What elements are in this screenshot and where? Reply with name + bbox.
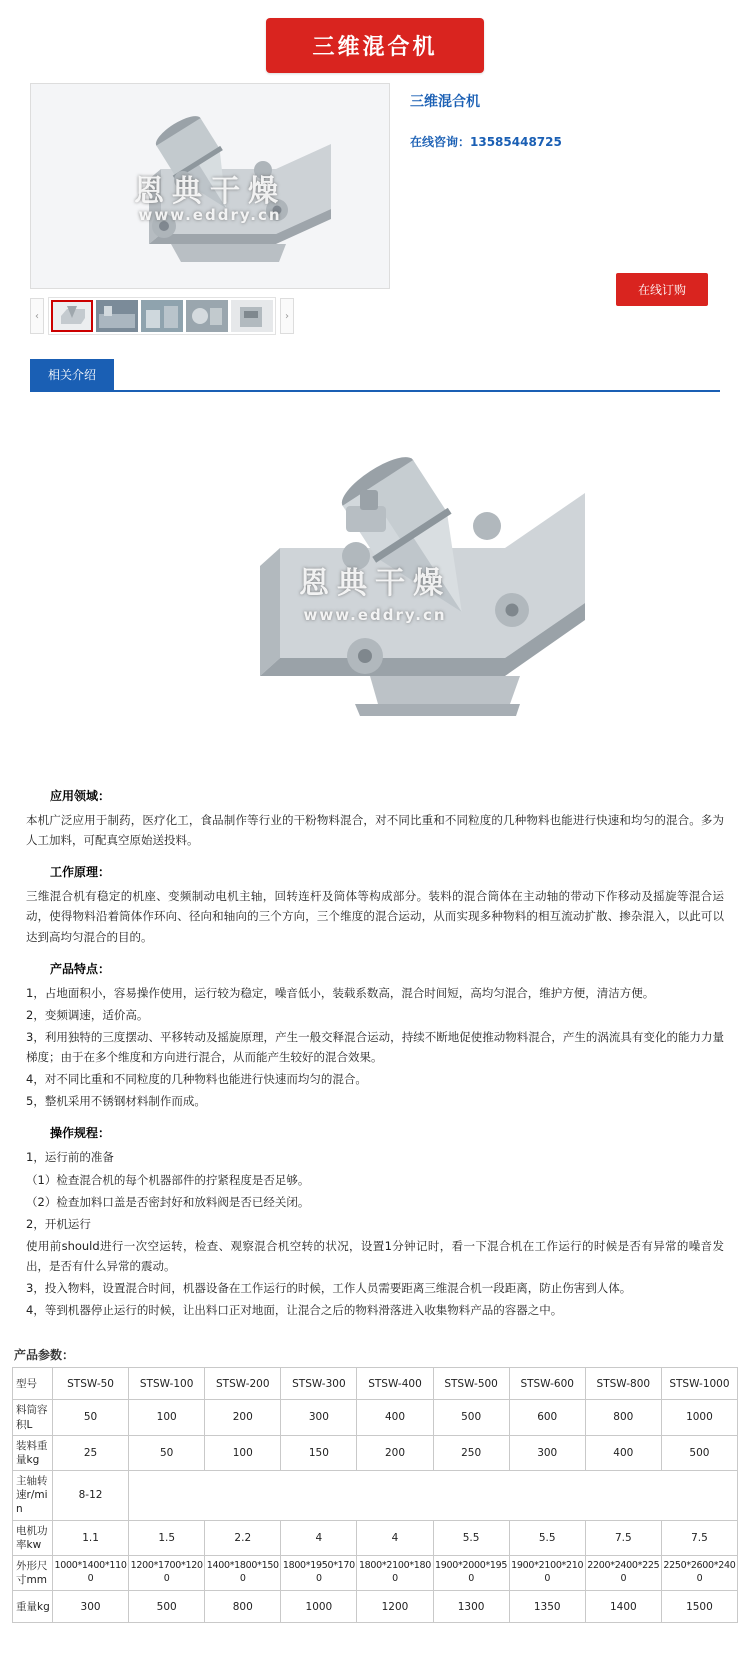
row-header-weight: 重量kg [13, 1591, 53, 1623]
row-header-load-weight: 装料重量kg [13, 1435, 53, 1470]
model-header-6: STSW-600 [509, 1368, 585, 1400]
thumbnail-next-arrow[interactable]: › [280, 298, 294, 334]
model-header-2: STSW-200 [205, 1368, 281, 1400]
section-paragraph-features-2: 3，利用独特的三度摆动、平移转动及摇旋原理，产生一般交释混合运动，持续不断地促使推动物料混合，产生的涡流具有变化的能力力量梯度；由于在多个维度和方向进行混合，从而能产生较好的混合效果。 [26, 1029, 724, 1064]
mixer-machine-large-illustration [160, 408, 590, 758]
section-heading-operation: 操作规程： [50, 1126, 111, 1141]
cell-volume-8: 1000 [661, 1400, 737, 1435]
table-row-models [13, 1368, 738, 1400]
row-header-spindle-speed: 主轴转速r/min [13, 1471, 53, 1521]
cell-dim-4: 1800*2100*1800 [357, 1555, 433, 1590]
thumb-machine-icon [51, 300, 93, 332]
table-row [13, 1520, 738, 1555]
cell-weight-5: 1300 [433, 1591, 509, 1623]
cell-load-4: 200 [357, 1435, 433, 1470]
thumbnail-prev-arrow[interactable]: ‹ [30, 298, 44, 334]
cell-power-0: 1.1 [53, 1520, 129, 1555]
watermark-brand: 恩典干燥 [134, 174, 286, 209]
model-header-4: STSW-400 [357, 1368, 433, 1400]
cell-power-5: 5.5 [433, 1520, 509, 1555]
cell-load-6: 300 [509, 1435, 585, 1470]
cell-power-1: 1.5 [129, 1520, 205, 1555]
table-row [13, 1555, 738, 1590]
main-product-image[interactable] [30, 83, 390, 289]
thumbnail-strip [30, 297, 390, 335]
cell-weight-6: 1350 [509, 1591, 585, 1623]
cell-volume-5: 500 [433, 1400, 509, 1435]
cell-volume-3: 300 [281, 1400, 357, 1435]
thumbnail-2[interactable] [96, 300, 138, 332]
row-header-motor-power: 电机功率kw [13, 1520, 53, 1555]
thumb-workshop-icon [141, 300, 183, 332]
cell-load-0: 25 [53, 1435, 129, 1470]
cell-power-6: 5.5 [509, 1520, 585, 1555]
section-paragraph-operation-6: 4，等到机器停止运行的时候，让出料口正对地面，让混合之后的物料滑落进入收集物料产品的容器之中。 [26, 1303, 563, 1318]
cell-dim-6: 1900*2100*2100 [509, 1555, 585, 1590]
tab-related-intro[interactable]: 相关介绍 [30, 359, 114, 390]
section-paragraph-features-4: 5，整机采用不锈钢材料制作而成。 [26, 1094, 206, 1109]
section-paragraph-features-0: 1，占地面积小，容易操作使用，运行较为稳定，噪音低小，装载系数高，混合时间短，高均匀混合，维护方便，清洁方便。 [26, 985, 655, 1000]
cell-load-1: 50 [129, 1435, 205, 1470]
table-row [13, 1400, 738, 1435]
cell-speed-0: 8-12 [53, 1471, 129, 1521]
section-paragraph-operation-3: 2，开机运行 [26, 1216, 91, 1231]
cell-load-8: 500 [661, 1435, 737, 1470]
row-header-volume: 料筒容积L [13, 1400, 53, 1435]
cell-speed-span [129, 1471, 738, 1521]
table-row [13, 1591, 738, 1623]
thumbnail-5[interactable] [231, 300, 273, 332]
cell-volume-4: 400 [357, 1400, 433, 1435]
section-paragraph-application-0: 本机广泛应用于制药，医疗化工，食品制作等行业的干粉物料混合，对不同比重和不同粒度的几种物料也能进行快速和均匀的混合。多为人工加料，可配真空原始送投料。 [26, 813, 724, 848]
cell-volume-0: 50 [53, 1400, 129, 1435]
cell-dim-3: 1800*1950*1700 [281, 1555, 357, 1590]
model-header-5: STSW-500 [433, 1368, 509, 1400]
section-paragraph-operation-2: （2）检查加料口盖是否密封好和放料阀是否已经关闭。 [26, 1194, 310, 1209]
cell-power-7: 7.5 [585, 1520, 661, 1555]
model-header-3: STSW-300 [281, 1368, 357, 1400]
cell-weight-4: 1200 [357, 1591, 433, 1623]
model-header-1: STSW-100 [129, 1368, 205, 1400]
thumbnail-4[interactable] [186, 300, 228, 332]
cell-dim-5: 1900*2000*1950 [433, 1555, 509, 1590]
row-header-model: 型号 [13, 1368, 53, 1400]
spec-table [12, 1367, 738, 1623]
cell-dim-8: 2250*2600*2400 [661, 1555, 737, 1590]
table-row [13, 1471, 738, 1521]
thumb-equipment-icon [186, 300, 228, 332]
row-header-dimensions: 外形尺寸mm [13, 1555, 53, 1590]
section-heading-application: 应用领域： [50, 789, 111, 803]
watermark-url: www.eddry.cn [138, 206, 282, 224]
model-header-7: STSW-800 [585, 1368, 661, 1400]
cell-dim-2: 1400*1800*1500 [205, 1555, 281, 1590]
section-paragraph-operation-1: （1）检查混合机的每个机器部件的拧紧程度是否足够。 [26, 1172, 310, 1187]
cell-dim-7: 2200*2400*2250 [585, 1555, 661, 1590]
cell-weight-7: 1400 [585, 1591, 661, 1623]
cell-weight-8: 1500 [661, 1591, 737, 1623]
cell-weight-0: 300 [53, 1591, 129, 1623]
online-order-button[interactable]: 在线订购 [616, 273, 708, 306]
title-banner-container [0, 0, 750, 83]
spec-table-title: 产品参数： [14, 1348, 75, 1363]
section-paragraph-operation-0: 1，运行前的准备 [26, 1150, 114, 1165]
thumbnail-3[interactable] [141, 300, 183, 332]
cell-volume-2: 200 [205, 1400, 281, 1435]
cell-load-3: 150 [281, 1435, 357, 1470]
mixer-machine-illustration [31, 84, 390, 289]
cell-weight-1: 500 [129, 1591, 205, 1623]
product-info-column [410, 83, 720, 335]
section-paragraph-features-3: 4，对不同比重和不同粒度的几种物料也能进行快速而均匀的混合。 [26, 1072, 367, 1087]
cell-volume-7: 800 [585, 1400, 661, 1435]
section-paragraph-operation-5: 3，投入物料，设置混合时间，机器设备在工作运行的时候，工作人员需要距离三维混合机一段距离，防止伤害到人体。 [26, 1281, 632, 1296]
detail-image-container [0, 392, 750, 768]
description-content [0, 768, 750, 1336]
cell-volume-6: 600 [509, 1400, 585, 1435]
watermark-url-large: www.eddry.cn [303, 606, 447, 624]
cell-power-8: 7.5 [661, 1520, 737, 1555]
watermark-brand-large: 恩典干燥 [299, 566, 451, 601]
page-title: 三维混合机 [266, 18, 483, 73]
section-heading-principle: 工作原理： [50, 865, 111, 880]
cell-weight-2: 800 [205, 1591, 281, 1623]
thumbnail-list [48, 297, 276, 335]
product-gallery [30, 83, 390, 335]
model-header-8: STSW-1000 [661, 1368, 737, 1400]
cell-dim-1: 1200*1700*1200 [129, 1555, 205, 1590]
consult-phone[interactable]: 在线咨询：13585448725 [410, 135, 562, 149]
tab-bar [30, 359, 720, 392]
thumbnail-1[interactable] [51, 300, 93, 332]
model-header-0: STSW-50 [53, 1368, 129, 1400]
cell-dim-0: 1000*1400*1100 [53, 1555, 129, 1590]
thumb-factory-icon [96, 300, 138, 332]
product-summary-section [0, 83, 750, 335]
section-paragraph-operation-4: 使用前should进行一次空运转，检查、观察混合机空转的状况，设置1分钟记时，看一下混合机在工作运行的时候是否有异常的噪音发出，是否有什么异常的震动。 [26, 1238, 724, 1273]
section-paragraph-features-1: 2，变频调速，适价高。 [26, 1007, 149, 1022]
detail-product-image [160, 408, 590, 758]
cell-power-3: 4 [281, 1520, 357, 1555]
thumb-device-icon [231, 300, 273, 332]
cell-weight-3: 1000 [281, 1591, 357, 1623]
section-paragraph-principle-0: 三维混合机有稳定的机座、变频制动电机主轴，回转连杆及筒体等构成部分。装料的混合筒体在主动轴的带动下作移动及摇旋等混合运动，使得物料沿着筒体作环向、径向和轴向的三个方向，三个维度的混合运动，从而实现多种物料的相互流动扩散、掺杂混入，以此可以达到高均匀混合的目的。 [26, 889, 724, 944]
cell-load-7: 400 [585, 1435, 661, 1470]
cell-load-2: 100 [205, 1435, 281, 1470]
product-name: 三维混合机 [410, 94, 480, 110]
table-row [13, 1435, 738, 1470]
section-heading-features: 产品特点： [50, 961, 111, 976]
cell-load-5: 250 [433, 1435, 509, 1470]
cell-volume-1: 100 [129, 1400, 205, 1435]
cell-power-4: 4 [357, 1520, 433, 1555]
cell-power-2: 2.2 [205, 1520, 281, 1555]
